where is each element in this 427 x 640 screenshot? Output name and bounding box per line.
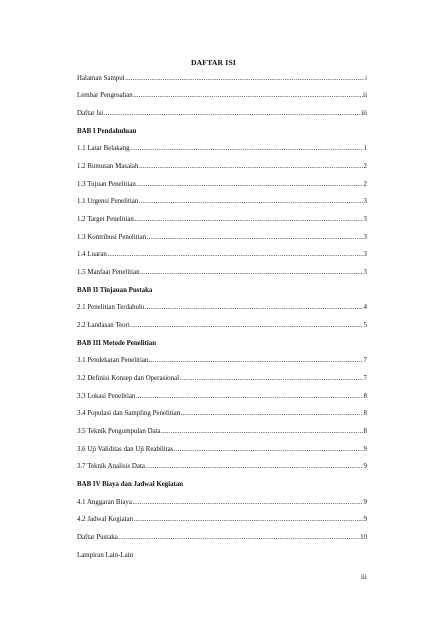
- toc-entry-label: Daftar Pustaka: [77, 534, 118, 541]
- toc-entry-page: 3: [363, 234, 367, 241]
- toc-entry-label: Daftar Isi: [77, 110, 104, 117]
- toc-entry: [77, 250, 367, 260]
- toc-entry-label: 3.7 Teknik Analisis Data: [77, 463, 145, 470]
- toc-entry-page: 1: [363, 145, 367, 152]
- toc-entry-label: 1.1 Latar Belakang: [77, 145, 130, 152]
- toc-entry-page: 8: [363, 410, 367, 417]
- page-number: iii: [361, 574, 367, 581]
- toc-entry-page: 3: [363, 198, 367, 205]
- toc-entry-page: 2: [363, 163, 367, 170]
- toc-entry: [77, 197, 367, 207]
- toc-entry-label: 1.4 Luaran: [77, 251, 107, 258]
- toc-entry-page: 2: [363, 181, 367, 188]
- dot-leader: [118, 533, 359, 543]
- toc-entry-page: 4: [363, 304, 367, 311]
- toc-chapter-heading: BAB IV Biaya dan Jadwal Kegiatan: [77, 481, 184, 488]
- toc-entry-label: 1.2 Target Penelitian: [77, 216, 134, 223]
- dot-leader: [133, 91, 362, 101]
- toc-entry-page: 10: [360, 534, 367, 541]
- toc-entry: [77, 462, 367, 472]
- toc-entry-label: 3.3 Lokasi Penelitian: [77, 393, 136, 400]
- toc-entry-page: 3: [363, 251, 367, 258]
- toc-entry: [77, 109, 367, 119]
- toc-entry: [77, 374, 367, 384]
- toc-entry-label: 2.1 Penelitian Terdahulu: [77, 304, 145, 311]
- toc-entry-label: 3.2 Definisi Konsep dan Operasional: [77, 375, 179, 382]
- toc-entry: [77, 215, 367, 225]
- toc-entry: [77, 498, 367, 508]
- dot-leader: [107, 250, 363, 260]
- toc-entry-label: 4.2 Jadwal Kegiatan: [77, 516, 134, 523]
- dot-leader: [136, 392, 363, 402]
- dot-leader: [161, 427, 363, 437]
- toc-entry-page: iii: [361, 110, 367, 117]
- toc-entry: [77, 392, 367, 402]
- dot-leader: [180, 374, 364, 384]
- toc-entry-page: 8: [363, 393, 367, 400]
- toc-entry-label: 1.2 Rumusan Masalah: [77, 163, 139, 170]
- toc-entry-page: 9: [363, 463, 367, 470]
- toc-entry: [77, 533, 367, 543]
- toc-entry: [77, 144, 367, 154]
- dot-leader: [134, 515, 363, 525]
- toc-entry-page: 3: [363, 269, 367, 276]
- dot-leader: [140, 268, 363, 278]
- dot-leader: [130, 144, 363, 154]
- toc-entry-label: 1.3 Kontribusi Penelitian: [77, 234, 147, 241]
- dot-leader: [145, 462, 363, 472]
- dot-leader: [130, 321, 363, 331]
- toc-entry: [77, 409, 367, 419]
- toc-entry-page: 7: [363, 357, 367, 364]
- toc-entry-page: 3: [363, 216, 367, 223]
- toc-entry: [77, 233, 367, 243]
- dot-leader: [139, 162, 363, 172]
- toc-entry-page: ii: [363, 92, 367, 99]
- toc-entry-page: 9: [363, 516, 367, 523]
- dot-leader: [125, 74, 364, 84]
- toc-entry-page: 9: [363, 499, 367, 506]
- toc-chapter-heading: BAB III Metode Penelitian: [77, 340, 157, 347]
- toc-entry-unnumbered: Lampiran Lain-Lain: [77, 552, 134, 559]
- dot-leader: [139, 197, 363, 207]
- dot-leader: [149, 356, 363, 366]
- dot-leader: [104, 109, 361, 119]
- toc-entry-label: 4.1 Anggaran Biaya: [77, 499, 132, 506]
- toc-entry-label: 3.4 Populasi dan Sampling Penelitian: [77, 410, 181, 417]
- toc-entry: [77, 445, 367, 455]
- toc-entry-label: Lembar Pengesahan: [77, 92, 133, 99]
- toc-entry: [77, 268, 367, 278]
- toc-entry-page: 9: [363, 446, 367, 453]
- toc-entry-label: 3.5 Teknik Pengumpulan Data: [77, 428, 161, 435]
- toc-entry-label: 2.2 Landasan Teori: [77, 322, 130, 329]
- toc-entry: [77, 356, 367, 366]
- dot-leader: [132, 498, 363, 508]
- toc-chapter-heading: BAB I Pendahuluan: [77, 128, 137, 135]
- toc-entry: [77, 180, 367, 190]
- toc-chapter-heading: BAB II Tinjauan Pustaka: [77, 287, 153, 294]
- toc-entry-label: 3.1 Pendekatan Penelitian: [77, 357, 149, 364]
- dot-leader: [181, 409, 363, 419]
- dot-leader: [147, 233, 363, 243]
- toc-entry: [77, 91, 367, 101]
- toc-entry-label: 1.3 Tujuan Penelitian: [77, 181, 136, 188]
- dot-leader: [145, 303, 363, 313]
- toc-entry-label: 1.5 Manfaat Penelitian: [77, 269, 140, 276]
- dot-leader: [174, 445, 363, 455]
- toc-entry: [77, 303, 367, 313]
- toc-entry-page: 5: [363, 322, 367, 329]
- toc-entry-label: Halaman Sampul: [77, 75, 125, 82]
- toc-entry-label: 1.1 Urgensi Penelitian: [77, 198, 139, 205]
- toc-entry: [77, 427, 367, 437]
- toc-entry: [77, 74, 367, 84]
- toc-entry: [77, 515, 367, 525]
- toc-entry: [77, 321, 367, 331]
- toc-entry-page: 7: [363, 375, 367, 382]
- toc-entry-page: 8: [363, 428, 367, 435]
- toc-entry: [77, 162, 367, 172]
- page-title: DAFTAR ISI: [190, 58, 237, 67]
- dot-leader: [134, 215, 363, 225]
- dot-leader: [136, 180, 363, 190]
- toc-entry-label: 3.6 Uji Validitas dan Uji Reabilitas: [77, 446, 174, 453]
- toc-entry-page: i: [365, 75, 367, 82]
